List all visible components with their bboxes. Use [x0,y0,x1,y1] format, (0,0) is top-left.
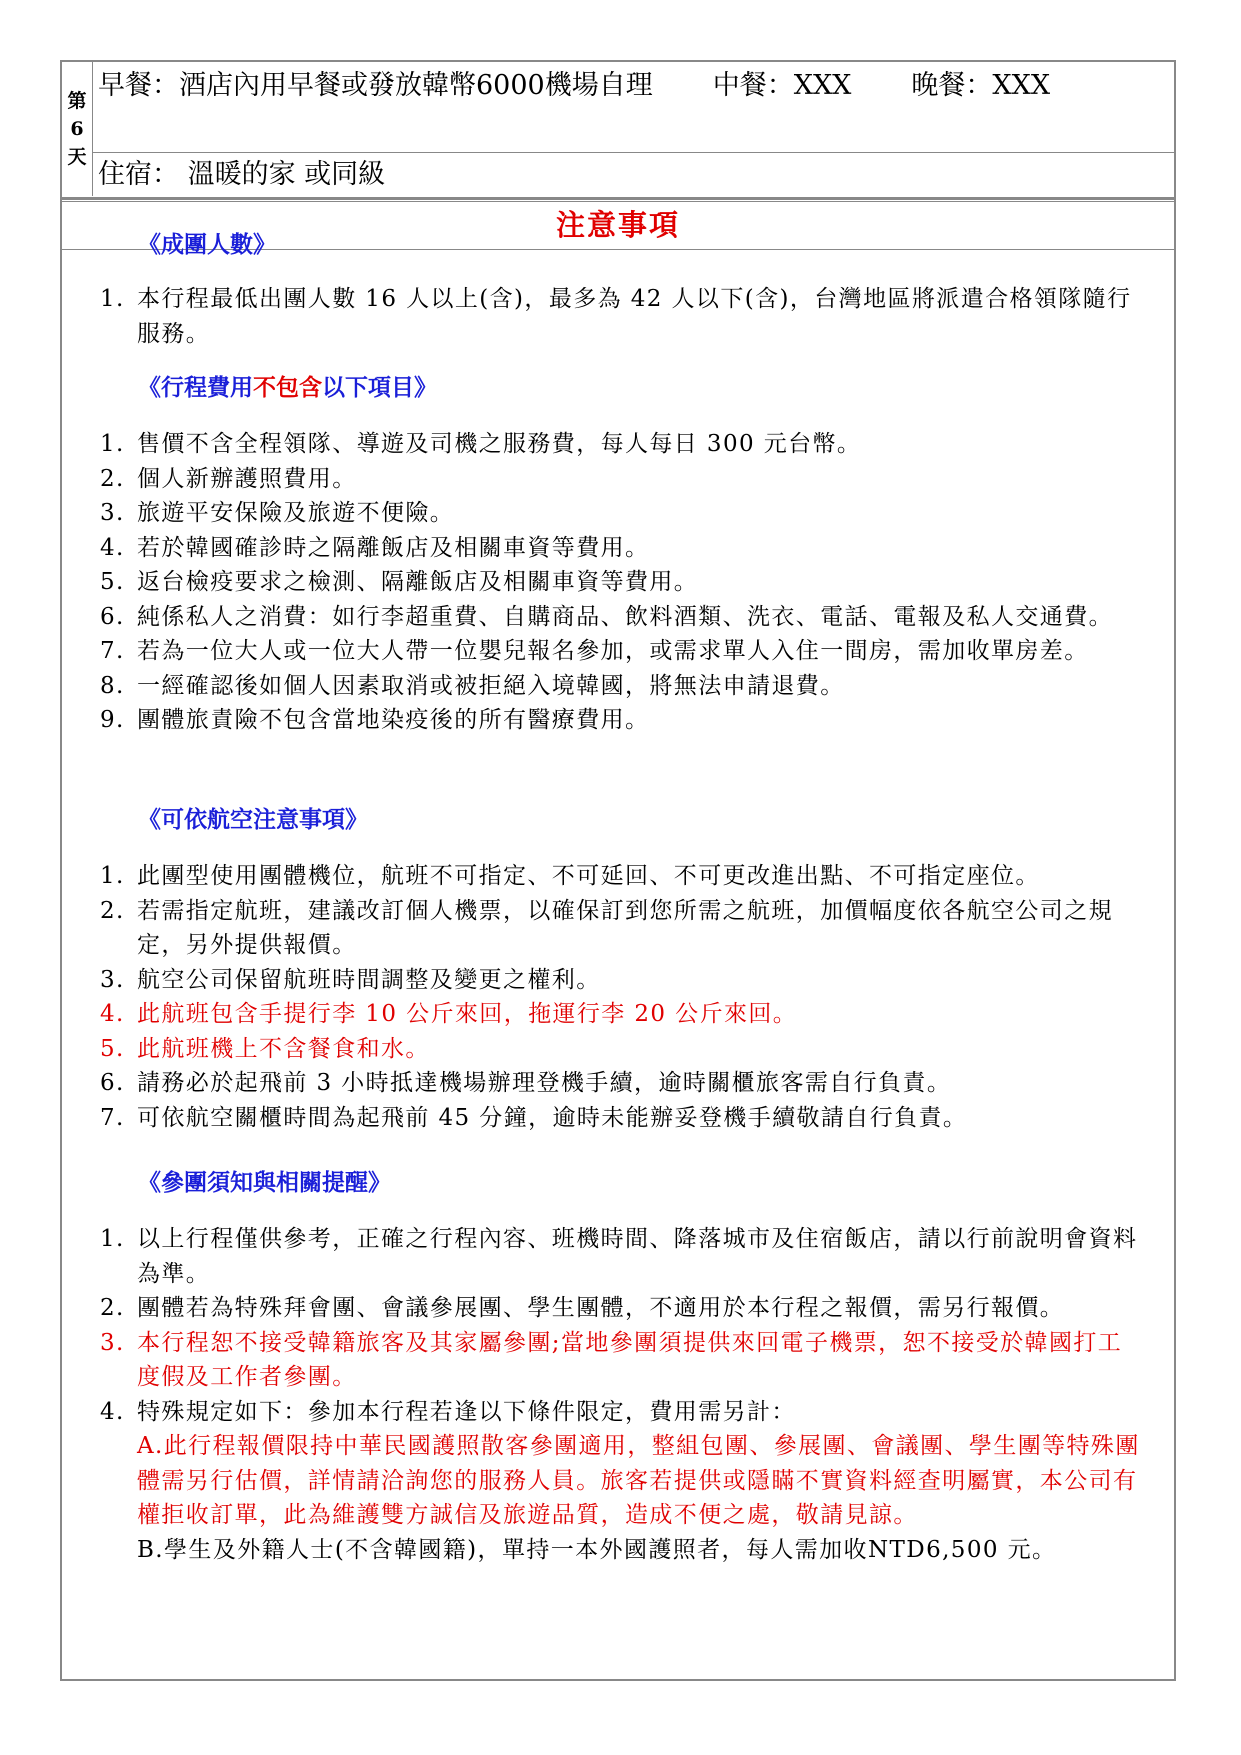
section-heading: 《參團須知與相關提醒》 [138,1169,391,1196]
list-item: 4. 若於韓國確診時之隔離飯店及相關車資等費用。 [100,534,650,561]
day-label-char: 6 [70,118,84,140]
group-size-list [100,282,1144,351]
meal-dinner: 晚餐：XXX [911,70,1051,101]
meal-lunch: 中餐：XXX [712,70,852,101]
list-item: 2. 個人新辦護照費用。 [100,465,357,492]
list-item: 1. 此團型使用團體機位，航班不可指定、不可延回、不可更改進出點、不可指定座位。 [100,863,1040,889]
day-itinerary-box [60,60,1176,198]
list-item: 2. 團體若為特殊拜會團、會議參展團、學生團體，不適用於本行程之報價，需另行報價。 [100,1295,1065,1321]
list-item: 1. 以上行程僅供參考，正確之行程內容、班機時間、降落城市及住宿飯店，請以行前說明會資料為準。 [100,1226,1138,1287]
notes-box [60,198,1176,1681]
list-item: 3. 旅遊平安保險及旅遊不便險。 [100,500,455,526]
section-heading: 《行程費用不包含以下項目》 [138,374,437,401]
reminders-list [100,1222,1144,1567]
section-heading: 《成團人數》 [138,231,276,258]
list-item: 4. 此航班包含手提行李 10 公斤來回，拖運行李 20 公斤來回。 [100,1001,798,1027]
special-rule-b: B.學生及外籍人士(不含韓國籍)，單持一本外國護照者，每人需加收NTD6,500 元。 [137,1536,1057,1563]
list-item: 6. 請務必於起飛前 3 小時抵達機場辦理登機手續，逾時關櫃旅客需自行負責。 [100,1070,952,1096]
day-label-char: 第 [67,90,87,112]
list-item: 3. 本行程恕不接受韓籍旅客及其家屬參團;當地參團須提供來回電子機票，恕不接受於韓國打工度假及工作者參團。 [100,1329,1123,1390]
list-item: 1. 售價不含全程領隊、導遊及司機之服務費，每人每日 300 元台幣。 [100,431,862,457]
day-label [62,62,93,196]
special-rule-a: A.此行程報價限持中華民國護照散客參團適用，整組包團、參展團、會議團、學生團等特殊團體需另行估價，詳情請洽詢您的服務人員。旅客若提供或隱瞞不實資料經查明屬實，本公司有權拒收訂單，此為維護雙方誠信及旅遊品質，造成不便之處，敬請見諒。 [137,1433,1140,1528]
day-label-char: 天 [67,146,87,168]
list-item: 5. 返台檢疫要求之檢測、隔離飯店及相關車資等費用。 [100,569,699,595]
airline-notes-list [100,859,1144,1135]
section-heading: 《可依航空注意事項》 [138,806,368,833]
meals-row [92,62,1174,153]
list-item: 8. 一經確認後如個人因素取消或被拒絕入境韓國，將無法申請退費。 [100,672,845,699]
list-item: 4. 特殊規定如下：參加本行程若逢以下條件限定，費用需另計： A.此行程報價限持中華民國護照散客參團適用，整組包團、參展團、會議團、學生團等特殊團體需另行估價，詳情請洽詢您的服務人員。旅客若提供或隱瞞不實資料經查明屬實，本公司有權拒收訂單，此為維護雙方誠信及旅遊品質，造成不便之處，敬請見諒。 B.學生及外籍人士(不含韓國籍)，單持一本外國護照者，每人需加收NTD6,500 元。 [100,1395,1144,1568]
list-item: 3. 航空公司保留航班時間調整及變更之權利。 [100,966,601,993]
excluded-fees-list [100,427,1144,738]
list-item: 7. 可依航空關櫃時間為起飛前 45 分鐘，逾時未能辦妥登機手續敬請自行負責。 [100,1104,968,1131]
list-item: 1. 本行程最低出團人數 16 人以上(含)，最多為 42 人以下(含)，台灣地區將派遣合格領隊隨行服務。 [100,286,1132,347]
list-item: 7. 若為一位大人或一位大人帶一位嬰兒報名參加，或需求單人入住一間房，需加收單房差。 [100,638,1089,664]
list-item: 5. 此航班機上不含餐食和水。 [100,1035,430,1062]
list-item: 9. 團體旅責險不包含當地染疫後的所有醫療費用。 [100,707,650,733]
hotel-row: 住宿： 溫暖的家 或同級 [98,159,386,190]
list-item: 2. 若需指定航班，建議改訂個人機票，以確保訂到您所需之航班，加價幅度依各航空公司之規定，另外提供報價。 [100,897,1113,958]
list-item: 6. 純係私人之消費：如行李超重費、自購商品、飲料酒類、洗衣、電話、電報及私人交通費。 [100,603,1113,630]
meal-breakfast: 早餐：酒店內用早餐或發放韓幣6000機場自理 [98,70,653,101]
notes-title: 注意事項 [62,199,1174,250]
